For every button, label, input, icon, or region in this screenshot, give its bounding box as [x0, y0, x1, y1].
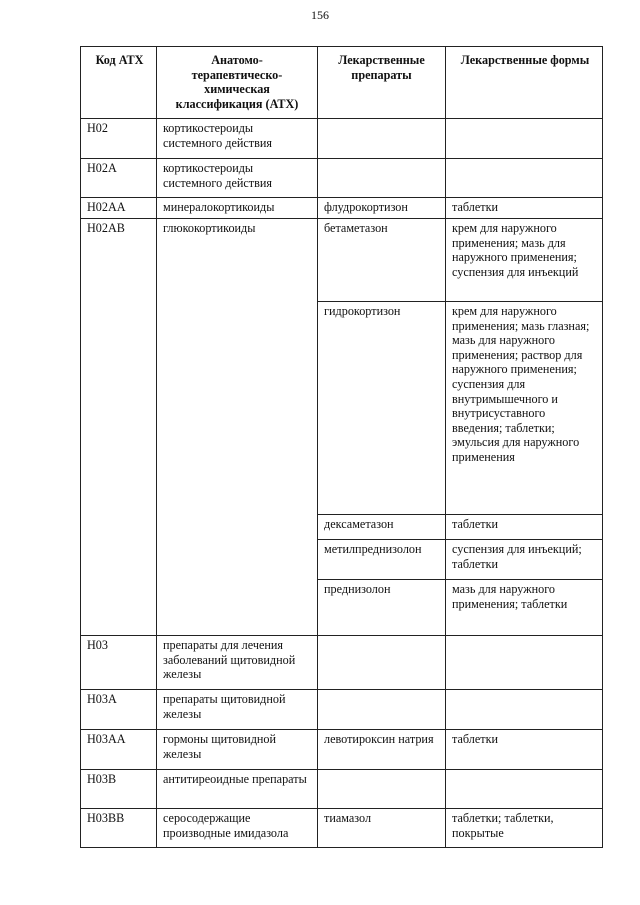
dosage-forms	[446, 159, 603, 198]
table-row	[81, 730, 603, 770]
table-row	[81, 770, 603, 809]
atx-classification: минералокортикоиды	[157, 198, 318, 219]
atx-classification: гормоны щитовидной железы	[157, 730, 318, 770]
drug-name	[318, 690, 446, 730]
drug-name	[318, 119, 446, 159]
dosage-forms: таблетки; таблетки, покрытые	[446, 809, 603, 848]
dosage-forms: крем для наружного применения; мазь для наружного применения; суспензия для инъекций	[446, 219, 603, 302]
table-row	[81, 198, 603, 219]
drug-name: тиамазол	[318, 809, 446, 848]
table-row	[81, 809, 603, 848]
drug-name	[318, 159, 446, 198]
table-row	[81, 219, 603, 302]
dosage-forms	[446, 690, 603, 730]
atx-code: H02AA	[81, 198, 157, 219]
header-drugs: Лекарственные препараты	[318, 47, 446, 119]
atx-code: H03AA	[81, 730, 157, 770]
atx-code: H03	[81, 636, 157, 690]
atx-code: H03A	[81, 690, 157, 730]
drug-name	[318, 636, 446, 690]
dosage-forms: таблетки	[446, 198, 603, 219]
atx-classification: серосодержащие производные имидазола	[157, 809, 318, 848]
table-row	[81, 636, 603, 690]
drug-name: дексаметазон	[318, 515, 446, 540]
atx-classification: препараты для лечения заболеваний щитовидной железы	[157, 636, 318, 690]
drug-name: преднизолон	[318, 580, 446, 636]
atx-code: H02AB	[81, 219, 157, 636]
dosage-forms	[446, 636, 603, 690]
drug-name	[318, 770, 446, 809]
atx-classification: препараты щитовидной железы	[157, 690, 318, 730]
table-row	[81, 159, 603, 198]
atx-code: H03B	[81, 770, 157, 809]
atx-classification: глюкокортикоиды	[157, 219, 318, 636]
dosage-forms: таблетки	[446, 730, 603, 770]
atx-code: H03BB	[81, 809, 157, 848]
drug-name: бетаметазон	[318, 219, 446, 302]
table-row	[81, 690, 603, 730]
drug-name: гидрокортизон	[318, 302, 446, 515]
page-number: 156	[311, 8, 329, 22]
dosage-forms: крем для наружного применения; мазь глазная; мазь для наружного применения; раствор для наружного применения; суспензия для внутримышечного и внутрисуставного введения; таблетки; эмульсия для наружного применения	[446, 302, 603, 515]
dosage-forms	[446, 119, 603, 159]
drug-name: флудрокортизон	[318, 198, 446, 219]
drug-name: левотироксин натрия	[318, 730, 446, 770]
atx-classification: кортикостероиды системного действия	[157, 119, 318, 159]
table-header-row	[81, 47, 603, 119]
header-code: Код АТХ	[81, 47, 157, 119]
table-row	[81, 119, 603, 159]
dosage-forms	[446, 770, 603, 809]
dosage-forms: мазь для наружного применения; таблетки	[446, 580, 603, 636]
drug-name: метилпреднизолон	[318, 540, 446, 580]
atx-classification: кортикостероиды системного действия	[157, 159, 318, 198]
header-forms: Лекарственные формы	[446, 47, 603, 119]
header-classification: Анатомо-терапевтическо-химическая классификация (АТХ)	[157, 47, 318, 119]
dosage-forms: таблетки	[446, 515, 603, 540]
atx-code: H02	[81, 119, 157, 159]
atx-classification: антитиреоидные препараты	[157, 770, 318, 809]
dosage-forms: суспензия для инъекций; таблетки	[446, 540, 603, 580]
atx-code: H02A	[81, 159, 157, 198]
atx-table	[80, 46, 603, 848]
